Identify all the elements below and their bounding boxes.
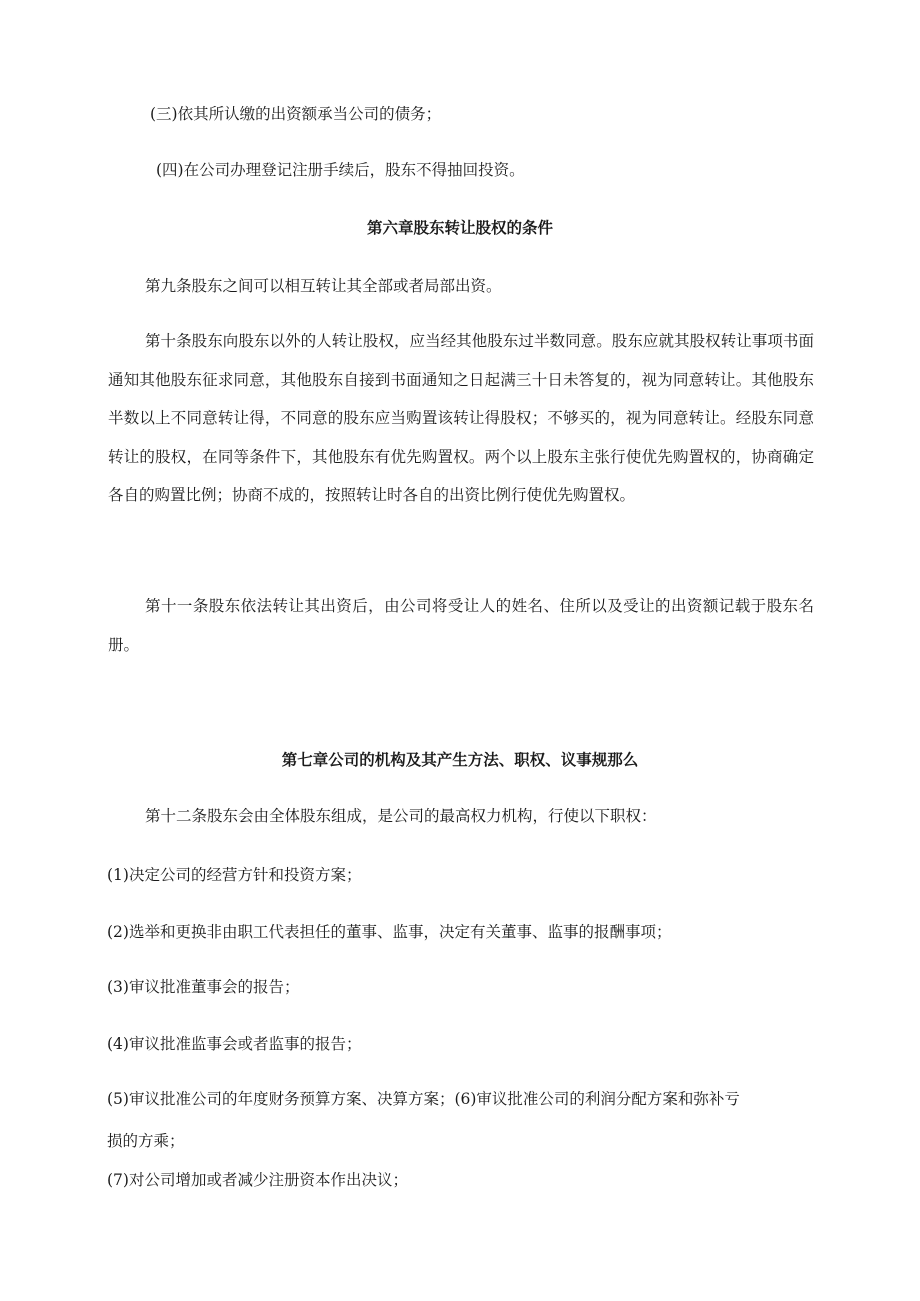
power-item-1: (1)决定公司的经营方针和投资方案； bbox=[107, 866, 362, 884]
article-eleven: 第十一条股东依法转让其出资后，由公司将受让人的姓名、住所以及受让的出资额记载于股东名册。 bbox=[108, 597, 814, 654]
item-four: (四)在公司办理登记注册手续后，股东不得抽回投资。 bbox=[156, 161, 525, 179]
article-ten: 第十条股东向股东以外的人转让股权，应当经其他股东过半数同意。股东应就其股权转让事项书面通知其他股东征求同意，其他股东自接到书面通知之日起满三十日未答复的，视为同意转让。其他股东半数以上不同意转让得，不同意的股东应当购置该转让得股权；不够买的，视为同意转让。经股东同意转让的股权，在同等条件下，其他股东有优先购置权。两个以上股东主张行使优先购置权的，协商确定各自的购置比例；协商不成的，按照转让时各自的出资比例行使优先购置权。 bbox=[108, 332, 814, 504]
item-three: (三)依其所认缴的出资额承当公司的债务； bbox=[150, 105, 442, 123]
power-item-2: (2)选举和更换非由职工代表担任的董事、监事，决定有关董事、监事的报酬事项； bbox=[107, 923, 672, 941]
chapter-six-title: 第六章股东转让股权的条件 bbox=[366, 218, 553, 237]
article-nine: 第九条股东之间可以相互转让其全部或者局部出资。 bbox=[145, 277, 502, 295]
article-twelve: 第十二条股东会由全体股东组成，是公司的最高权力机构，行使以下职权： bbox=[145, 807, 657, 825]
power-item-7: (7)对公司增加或者减少注册资本作出决议； bbox=[107, 1171, 408, 1189]
power-item-3: (3)审议批准董事会的报告； bbox=[107, 978, 300, 996]
power-item-5-line-2: 损的方乘； bbox=[107, 1132, 185, 1150]
power-item-5-line-1: (5)审议批准公司的年度财务预算方案、决算方案；(6)审议批准公司的利润分配方案和弥补亏 bbox=[107, 1090, 740, 1108]
power-item-4: (4)审议批准监事会或者监事的报告； bbox=[107, 1035, 362, 1053]
chapter-seven-title: 第七章公司的机构及其产生方法、职权、议事规那么 bbox=[281, 750, 639, 769]
